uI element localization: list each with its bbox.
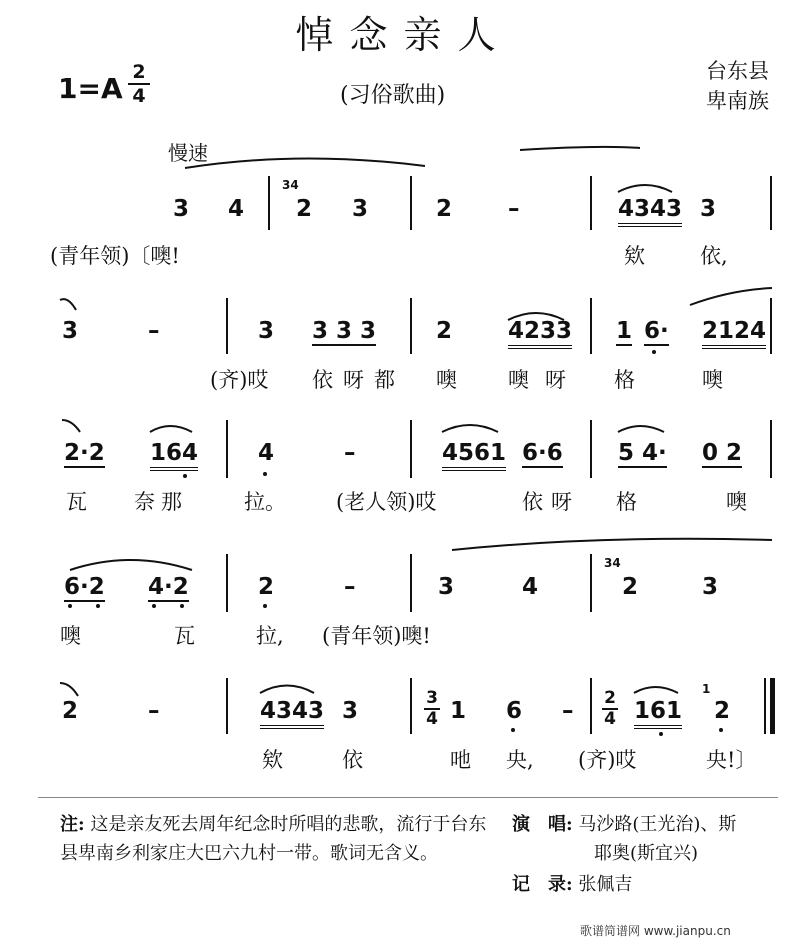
song-title: 悼念亲人 (295, 13, 512, 57)
lyric: (青年领)〔噢! (50, 244, 180, 268)
phrase-arc (62, 420, 80, 432)
note: 6· (644, 318, 669, 344)
note: 4 (522, 574, 539, 600)
barline (410, 298, 412, 354)
footnote-label: 注: (60, 814, 85, 835)
slur (442, 425, 498, 432)
slur (634, 687, 678, 693)
note: 3 (173, 196, 190, 222)
lyric: (齐)哎 (210, 368, 269, 392)
dash: – (562, 698, 574, 724)
recorder-name: 张佩吉 (578, 874, 633, 895)
origin-county: 台东县 (706, 59, 769, 83)
barline (590, 420, 592, 478)
lyric: 拉。 (244, 490, 286, 514)
note-group: 3 3 3 (312, 318, 377, 344)
low-octave-dot (263, 472, 267, 476)
time-signature-change (424, 690, 440, 728)
dash: – (148, 318, 160, 344)
lyric: 瓦 (66, 490, 87, 514)
lyric: 拉, (256, 624, 284, 648)
low-octave-dot (180, 604, 184, 608)
lyric: 依呀 (522, 490, 580, 514)
note: 4 (228, 196, 245, 222)
lyric: 噢 (702, 368, 723, 392)
lyric: 噢 (726, 490, 747, 514)
lyric: 噢 (60, 624, 81, 648)
dash: – (148, 698, 160, 724)
barline (226, 554, 228, 612)
lyric: (青年领)噢! (322, 624, 431, 648)
note: 1 (450, 698, 467, 724)
slur (618, 426, 664, 432)
tsig-bottom: 4 (426, 709, 438, 729)
note-group: 4561 (442, 440, 506, 471)
note: 3 (258, 318, 275, 344)
note: 2 (258, 574, 275, 600)
tsig-top: 3 (426, 688, 438, 708)
barline (590, 554, 592, 612)
lyric: 噢呀 (508, 368, 582, 392)
note: 3 (438, 574, 455, 600)
low-octave-dot (659, 732, 663, 736)
lyric: 依 (342, 748, 363, 772)
time-signature-change (602, 690, 618, 728)
note: 2 (436, 196, 453, 222)
low-octave-dot (68, 604, 72, 608)
phrase-arc (690, 288, 772, 305)
dash: – (508, 196, 520, 222)
note-group: 4233 (508, 318, 572, 349)
note: 3 (352, 196, 369, 222)
phrase-arc (60, 299, 76, 310)
lyric: 欸 (624, 244, 645, 268)
origin-ethnicity: 卑南族 (706, 89, 769, 113)
slur (618, 185, 672, 192)
slur (150, 426, 192, 432)
barline (268, 176, 270, 230)
time-signature-bottom: 4 (132, 85, 146, 107)
grace-note: 1 (702, 682, 711, 696)
tempo-marking: 慢速 (168, 141, 208, 165)
note: 3 (702, 574, 719, 600)
barline (770, 176, 772, 230)
lyric: 奈那 (134, 490, 188, 514)
footnote-text: 这是亲友死去周年纪念时所唱的悲歌，流行于台东县卑南乡利家庄大巴六九村一带。歌词无含义。 (60, 814, 487, 864)
grace-note: 34 (282, 178, 299, 192)
footer-divider (38, 797, 778, 798)
note-group: 5 4· (618, 440, 667, 466)
phrase-arc (185, 158, 425, 168)
final-barline-thick (770, 678, 775, 734)
note-group: 161 (634, 698, 682, 729)
key-signature: 1=A (58, 72, 123, 105)
barline (410, 554, 412, 612)
note-group: 164 (150, 440, 198, 471)
barline (590, 678, 592, 734)
low-octave-dot (652, 350, 656, 354)
low-octave-dot (511, 728, 515, 732)
time-signature (128, 62, 150, 106)
barline (226, 678, 228, 734)
note: 2 (436, 318, 453, 344)
barline (590, 176, 592, 230)
note: 2 (622, 574, 639, 600)
lyric: 格 (616, 490, 637, 514)
note: 2 (714, 698, 731, 724)
note-group: 4343 (618, 196, 682, 227)
phrase-arc (520, 147, 640, 150)
grace-note: 34 (604, 556, 621, 570)
note-group: 0 2 (702, 440, 743, 466)
singer-credit-cont: 耶奥(斯宜兴) (594, 843, 699, 864)
note: 3 (62, 318, 79, 344)
tsig-top: 2 (604, 688, 616, 708)
watermark: 歌谱简谱网 www.jianpu.cn (580, 924, 731, 938)
lyric: 噢 (436, 368, 457, 392)
lyric: 央!〕 (706, 748, 757, 772)
lyric: (齐)哎 (578, 748, 637, 772)
dash: – (344, 440, 356, 466)
recorder-label: 记 录: (512, 874, 573, 895)
low-octave-dot (719, 728, 723, 732)
low-octave-dot (152, 604, 156, 608)
note-group: 2·2 (64, 440, 105, 466)
barline (410, 678, 412, 734)
lyric: 依, (700, 244, 728, 268)
barline (590, 298, 592, 354)
singer-credit (512, 810, 736, 839)
note: 3 (700, 196, 717, 222)
lyric: 格 (614, 368, 635, 392)
low-octave-dot (96, 604, 100, 608)
song-subtitle: (习俗歌曲) (340, 83, 446, 108)
note: 6 (506, 698, 523, 724)
lyric: 央, (506, 748, 534, 772)
note-group: 4·2 (148, 574, 189, 600)
barline (770, 298, 772, 354)
lyric: (老人领)哎 (336, 490, 437, 514)
low-octave-dot (183, 474, 187, 478)
note: 2 (296, 196, 313, 222)
barline (226, 298, 228, 354)
lyric: 依呀都 (312, 368, 405, 392)
note-group: 6·2 (64, 574, 105, 600)
phrase-arc (452, 539, 772, 550)
time-signature-top: 2 (132, 61, 146, 83)
note-group: 4343 (260, 698, 324, 729)
barline (410, 176, 412, 230)
barline (410, 420, 412, 478)
note-group: 2124 (702, 318, 766, 349)
song-origin (706, 56, 769, 116)
barline (226, 420, 228, 478)
tsig-bottom: 4 (604, 709, 616, 729)
note: 1 (616, 318, 633, 344)
lyric: 欸 (262, 748, 283, 772)
final-barline-thin (764, 678, 766, 734)
note: 3 (342, 698, 359, 724)
singer-label: 演 唱: (512, 814, 573, 835)
phrase-arc (60, 683, 78, 696)
note-group: 6·6 (522, 440, 563, 466)
note: 4 (258, 440, 275, 466)
low-octave-dot (263, 604, 267, 608)
phrase-arc (70, 560, 192, 570)
singer-names-1: 马沙路(王光治)、斯 (578, 814, 737, 835)
dash: – (344, 574, 356, 600)
lyric: 吔 (450, 748, 471, 772)
lyric: 瓦 (174, 624, 195, 648)
footnote (60, 810, 490, 868)
recorder-credit (512, 870, 632, 899)
barline (770, 420, 772, 478)
slur (260, 686, 314, 694)
note: 2 (62, 698, 79, 724)
